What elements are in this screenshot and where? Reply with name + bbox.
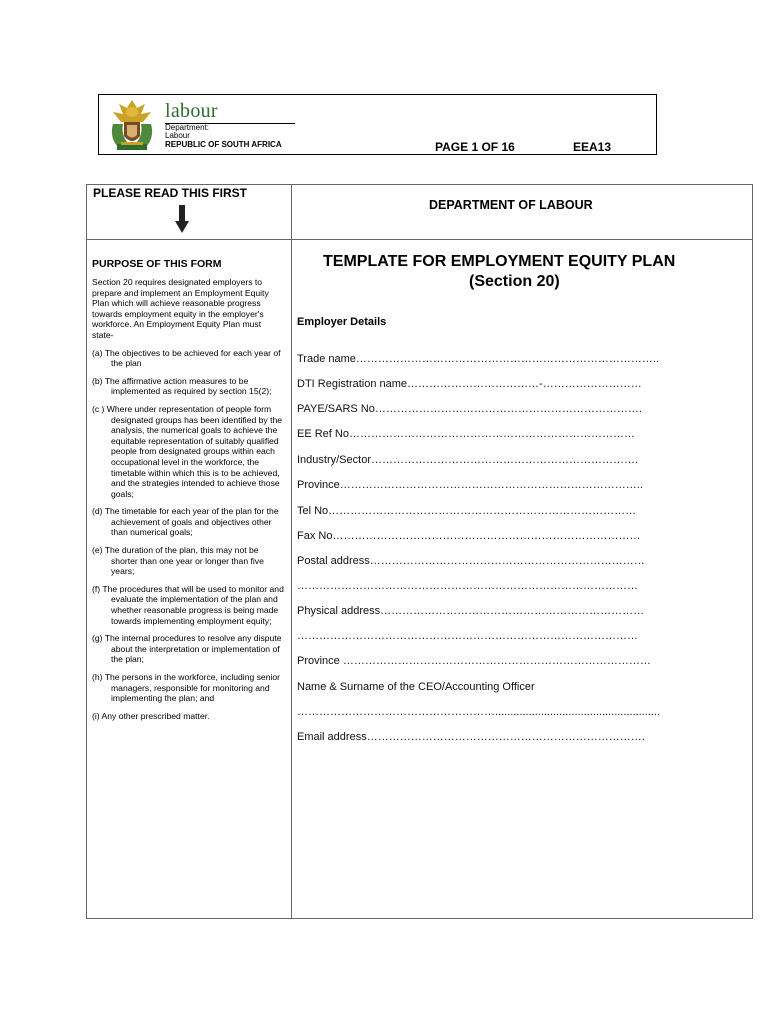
field-fax[interactable]: Fax No…………………………………………………………………………	[297, 530, 641, 542]
ceo-name-label: Name & Surname of the CEO/Accounting Officer	[297, 681, 535, 693]
form-subtitle: (Section 20)	[469, 273, 560, 290]
letterhead	[98, 94, 657, 155]
field-physical-address-line2[interactable]: …………………………………………………………………………………	[297, 630, 638, 642]
logo-wordmark: labour	[165, 100, 218, 122]
field-tel[interactable]: Tel No…………………………………………………………………………	[297, 505, 637, 517]
field-province[interactable]: Province………………………………………………………………………..	[297, 479, 643, 491]
list-item: (f) The procedures that will be used to monitor and evaluate the implementation of the plan and whether reasonable progress is being made towards implementing employment equity;	[92, 583, 284, 626]
field-industry-sector[interactable]: Industry/Sector……………………………………………………………….	[297, 454, 639, 466]
employer-details-heading: Employer Details	[297, 316, 387, 328]
field-dti-registration[interactable]: DTI Registration name………………………………-………………………	[297, 378, 642, 390]
field-physical-address[interactable]: Physical address………………………………………………………………	[297, 605, 645, 617]
page-number: PAGE 1 OF 16	[435, 140, 515, 154]
list-item: (h) The persons in the workforce, including senior managers, responsible for monitoring and implementing the plan; and	[92, 672, 281, 704]
down-arrow-icon	[175, 205, 189, 233]
list-item: (a) The objectives to be achieved for each year of the plan	[92, 347, 281, 369]
purpose-text	[92, 277, 284, 728]
field-ceo-name[interactable]: ………………………………………………......................................................	[297, 706, 661, 718]
column-divider	[291, 185, 292, 918]
purpose-heading: PURPOSE OF THIS FORM	[92, 258, 222, 270]
field-paye-sars[interactable]: PAYE/SARS No……………………………………………………………….	[297, 403, 642, 415]
coat-of-arms-icon	[107, 98, 157, 152]
list-item: (g) The internal procedures to resolve any dispute about the interpretation or implementation of the plan;	[92, 633, 282, 665]
logo-text	[165, 101, 295, 149]
field-email[interactable]: Email address………………………………………………………………….	[297, 731, 645, 743]
list-item: (e) The duration of the plan, this may not be shorter than one year or longer than five years;	[92, 545, 264, 577]
row-divider	[87, 239, 752, 240]
logo-dept-name: Labour	[165, 131, 190, 140]
list-item: (d) The timetable for each year of the plan for the achievement of goals and objectives other than numerical goals;	[92, 506, 279, 538]
logo-country: REPUBLIC OF SOUTH AFRICA	[165, 140, 282, 149]
list-item: (i) Any other prescribed matter.	[92, 710, 210, 721]
read-first-heading: PLEASE READ THIS FIRST	[93, 186, 248, 200]
department-heading: DEPARTMENT OF LABOUR	[429, 198, 593, 212]
field-ee-ref[interactable]: EE Ref No……………………………………………………………………	[297, 428, 635, 440]
form-code: EEA13	[573, 140, 612, 154]
field-postal-address[interactable]: Postal address…………………………………………………………………	[297, 555, 645, 567]
field-province-2[interactable]: Province …………………………………………………………………………	[297, 655, 651, 667]
list-item: (c ) Where under representation of people form designated groups has been identified by the analysis, the numerical goals to achieve the equitable representation of suitably qualified people from designated groups within each occupational level in the workforce, the timetable within which this is to be achieved, and the strategies intended to achieve those goals;	[92, 403, 283, 499]
form-title: TEMPLATE FOR EMPLOYMENT EQUITY PLAN	[323, 253, 676, 270]
field-trade-name[interactable]: Trade name………………………………………………………………………..	[297, 353, 660, 365]
purpose-intro: Section 20 requires designated employers to prepare and implement an Employment Equity Plan which will achieve reasonable progress towards employment equity in the employer's workforce. An Employment Equity Plan must state-	[92, 277, 269, 340]
logo-dept-label: Department:	[165, 123, 210, 132]
field-postal-address-line2[interactable]: …………………………………………………………………………………	[297, 580, 638, 592]
list-item: (b) The affirmative action measures to be implemented as required by section 15(2);	[92, 375, 272, 397]
form-table	[86, 184, 753, 919]
